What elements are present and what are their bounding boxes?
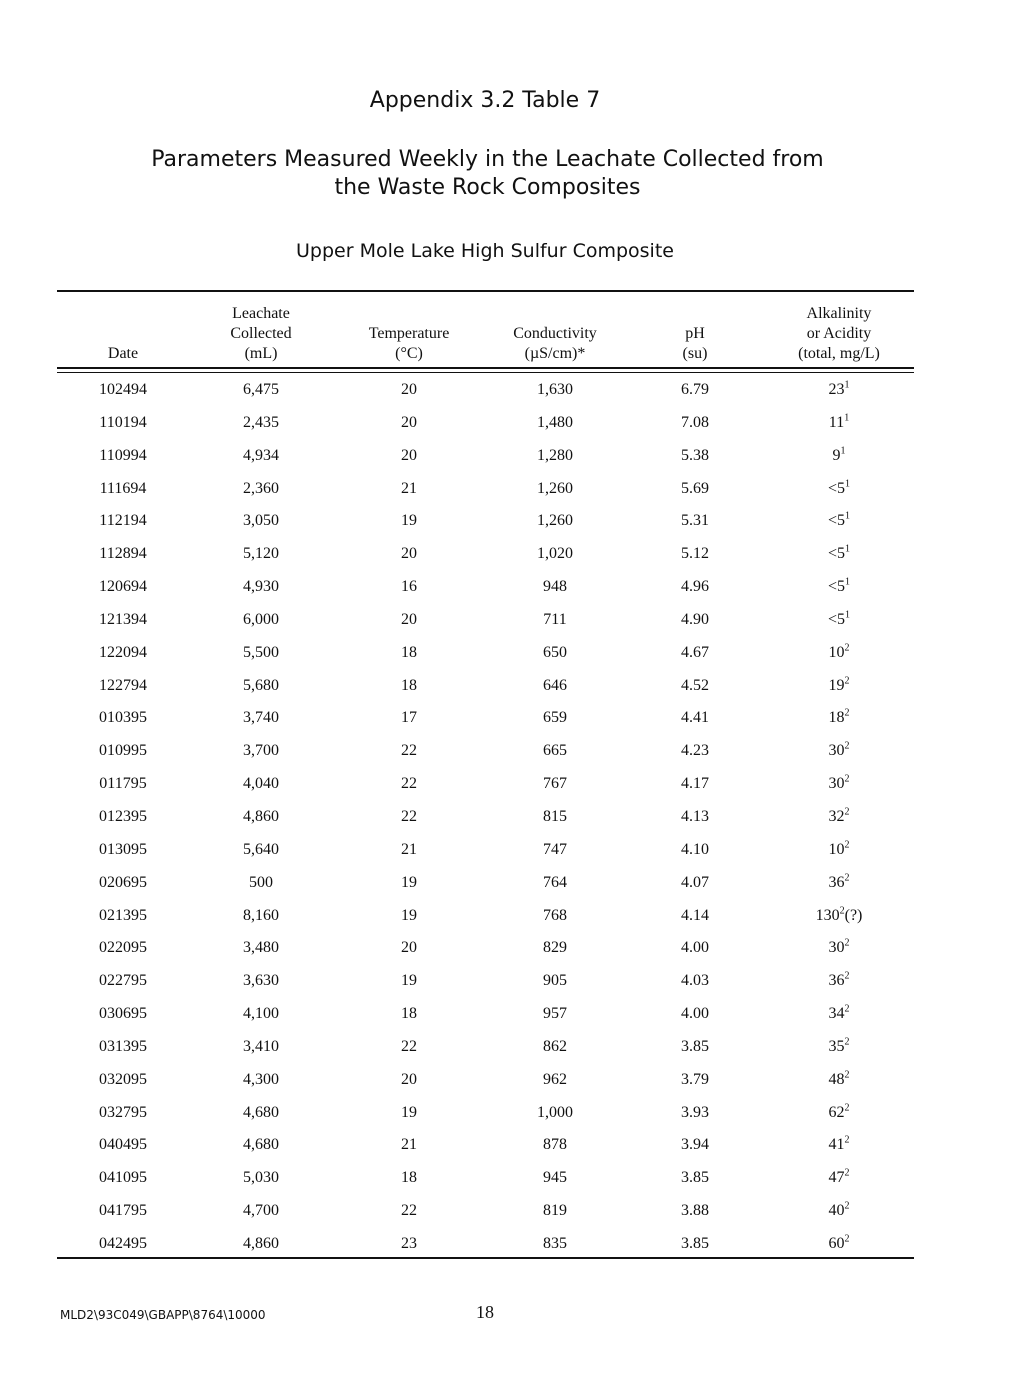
cell-conductivity: 878	[543, 1136, 567, 1154]
alkalinity-value: 30	[828, 939, 845, 957]
cell-conductivity: 665	[543, 742, 567, 760]
header-ph	[640, 324, 750, 364]
cell-alkalinity	[764, 1038, 914, 1056]
cell-leachate: 5,500	[243, 643, 279, 661]
header-alkalinity	[764, 304, 914, 364]
cell-date: 122094	[99, 643, 147, 661]
cell-alkalinity	[764, 677, 914, 695]
cell-date: 041095	[99, 1169, 147, 1187]
cell-date: 102494	[99, 381, 147, 398]
cell-ph: 4.03	[681, 972, 709, 990]
table-row	[0, 538, 1027, 571]
cell-ph: 3.93	[681, 1103, 709, 1121]
alkalinity-value: <5	[827, 479, 846, 497]
cell-leachate: 6,475	[243, 381, 279, 398]
cell-conductivity: 768	[543, 906, 567, 924]
cell-date: 030695	[99, 1005, 147, 1023]
cell-alkalinity	[764, 939, 914, 957]
cell-date: 110194	[99, 413, 147, 431]
cell-conductivity: 1,020	[537, 545, 573, 563]
footnote-marker: 2	[844, 1036, 850, 1048]
cell-temperature: 19	[401, 512, 417, 530]
cell-alkalinity	[764, 512, 914, 530]
cell-temperature: 20	[401, 446, 417, 464]
footnote-marker: 1	[845, 576, 851, 588]
header-ph-line: pH	[685, 325, 705, 342]
table-top-rule	[57, 290, 914, 292]
cell-ph: 3.85	[681, 1169, 709, 1187]
header-date	[60, 344, 186, 364]
table-row	[0, 571, 1027, 604]
cell-leachate: 4,934	[243, 446, 279, 464]
cell-conductivity: 957	[543, 1005, 567, 1023]
cell-conductivity: 1,260	[537, 512, 573, 530]
cell-ph: 5.12	[681, 545, 709, 563]
cell-conductivity: 1,630	[537, 381, 573, 398]
cell-date: 031395	[99, 1037, 147, 1055]
cell-ph: 4.00	[681, 1005, 709, 1023]
cell-date: 122794	[99, 676, 147, 694]
cell-ph: 4.67	[681, 643, 709, 661]
cell-alkalinity	[764, 709, 914, 727]
cell-conductivity: 1,260	[537, 479, 573, 497]
footnote-marker: 2	[844, 740, 850, 752]
cell-conductivity: 905	[543, 972, 567, 990]
footnote-marker: 2	[844, 970, 850, 982]
footnote-marker: 2	[844, 642, 850, 654]
cell-conductivity: 819	[543, 1202, 567, 1220]
alkalinity-value: 41	[828, 1136, 845, 1154]
footnote-marker: 1	[845, 609, 851, 621]
cell-alkalinity	[764, 480, 914, 498]
cell-date: 032795	[99, 1103, 147, 1121]
alkalinity-value: 34	[828, 1005, 845, 1023]
cell-date: 120694	[99, 578, 147, 596]
cell-alkalinity	[764, 1202, 914, 1220]
cell-temperature: 18	[401, 1169, 417, 1187]
cell-temperature: 18	[401, 1005, 417, 1023]
table-row	[0, 407, 1027, 440]
header-alkalinity-line: or Acidity	[806, 325, 872, 342]
cell-temperature: 19	[401, 972, 417, 990]
table-row	[0, 702, 1027, 735]
cell-date: 022795	[99, 972, 147, 990]
table-title-line-2: the Waste Rock Composites	[334, 175, 641, 200]
alkalinity-value: 23	[828, 381, 845, 398]
cell-leachate: 4,680	[243, 1136, 279, 1154]
cell-alkalinity	[764, 381, 914, 399]
table-row	[0, 900, 1027, 933]
alkalinity-value: 35	[828, 1037, 845, 1055]
cell-leachate: 4,700	[243, 1202, 279, 1220]
cell-temperature: 19	[401, 906, 417, 924]
cell-leachate: 4,860	[243, 807, 279, 825]
cell-leachate: 6,000	[243, 610, 279, 628]
alkalinity-value: 32	[828, 807, 845, 825]
table-row	[0, 735, 1027, 768]
cell-conductivity: 945	[543, 1169, 567, 1187]
cell-ph: 4.10	[681, 840, 709, 858]
table-row	[0, 670, 1027, 703]
cell-leachate: 4,100	[243, 1005, 279, 1023]
cell-date: 020695	[99, 873, 147, 891]
header-double-rule-upper	[57, 367, 914, 369]
cell-temperature: 20	[401, 1070, 417, 1088]
cell-temperature: 20	[401, 545, 417, 563]
cell-leachate: 4,300	[243, 1070, 279, 1088]
header-alkalinity-line: (total, mg/L)	[798, 345, 880, 362]
cell-temperature: 18	[401, 643, 417, 661]
cell-conductivity: 650	[543, 643, 567, 661]
alkalinity-value: <5	[827, 512, 846, 530]
cell-ph: 3.79	[681, 1070, 709, 1088]
footnote-marker: 1	[844, 379, 850, 391]
cell-temperature: 21	[401, 1136, 417, 1154]
cell-ph: 4.96	[681, 578, 709, 596]
cell-ph: 3.85	[681, 1037, 709, 1055]
cell-leachate: 2,435	[243, 413, 279, 431]
cell-date: 012395	[99, 807, 147, 825]
cell-temperature: 22	[401, 775, 417, 793]
footnote-marker: 2	[844, 1003, 850, 1015]
cell-leachate: 3,410	[243, 1037, 279, 1055]
table-row	[0, 604, 1027, 637]
header-double-rule-lower	[57, 372, 914, 373]
cell-leachate: 5,120	[243, 545, 279, 563]
table-row	[0, 1097, 1027, 1130]
table-row	[0, 473, 1027, 506]
cell-alkalinity	[764, 1071, 914, 1089]
header-leachate	[196, 304, 326, 364]
alkalinity-value: 10	[828, 840, 845, 858]
table-row	[0, 932, 1027, 965]
table-bottom-rule	[57, 1257, 914, 1259]
table-row	[0, 1228, 1027, 1261]
alkalinity-value: 30	[828, 742, 845, 760]
footnote-marker: 2	[844, 938, 850, 950]
table-row	[0, 1162, 1027, 1195]
cell-date: 022095	[99, 939, 147, 957]
alkalinity-value: 40	[828, 1202, 845, 1220]
cell-leachate: 3,740	[243, 709, 279, 727]
alkalinity-value: 11	[828, 413, 845, 431]
table-title	[0, 146, 975, 202]
cell-leachate: 4,040	[243, 775, 279, 793]
appendix-title: Appendix 3.2 Table 7	[369, 88, 601, 113]
cell-temperature: 19	[401, 873, 417, 891]
cell-conductivity: 1,000	[537, 1103, 573, 1121]
cell-leachate: 3,050	[243, 512, 279, 530]
cell-temperature: 21	[401, 840, 417, 858]
cell-leachate: 5,030	[243, 1169, 279, 1187]
cell-conductivity: 815	[543, 807, 567, 825]
cell-conductivity: 1,280	[537, 446, 573, 464]
table-row	[0, 1129, 1027, 1162]
cell-ph: 4.17	[681, 775, 709, 793]
alkalinity-value: 48	[828, 1070, 845, 1088]
table-row	[0, 965, 1027, 998]
table-body	[0, 374, 1027, 1261]
cell-leachate: 5,680	[243, 676, 279, 694]
cell-leachate: 4,680	[243, 1103, 279, 1121]
cell-temperature: 20	[401, 610, 417, 628]
composite-subtitle: Upper Mole Lake High Sulfur Composite	[296, 240, 674, 262]
alkalinity-value: 36	[828, 873, 845, 891]
cell-conductivity: 829	[543, 939, 567, 957]
cell-conductivity: 646	[543, 676, 567, 694]
header-conductivity-line: (µS/cm)*	[524, 345, 586, 362]
cell-ph: 4.14	[681, 906, 709, 924]
cell-temperature: 22	[401, 1202, 417, 1220]
table-row	[0, 801, 1027, 834]
cell-alkalinity	[764, 1136, 914, 1154]
cell-ph: 4.90	[681, 610, 709, 628]
cell-alkalinity	[764, 1104, 914, 1122]
header-temperature-line: Temperature	[368, 325, 450, 342]
cell-conductivity: 711	[543, 610, 567, 628]
cell-alkalinity	[764, 808, 914, 826]
cell-conductivity: 835	[543, 1234, 567, 1252]
cell-leachate: 3,630	[243, 972, 279, 990]
cell-temperature: 20	[401, 381, 417, 398]
cell-alkalinity	[764, 611, 914, 629]
cell-temperature: 22	[401, 1037, 417, 1055]
cell-temperature: 18	[401, 676, 417, 694]
header-date-line: Date	[107, 345, 139, 362]
cell-alkalinity	[764, 1235, 914, 1253]
cell-ph: 5.38	[681, 446, 709, 464]
cell-date: 041795	[99, 1202, 147, 1220]
header-temperature-line: (°C)	[395, 345, 423, 362]
cell-temperature: 22	[401, 807, 417, 825]
footnote-marker: 1	[845, 478, 851, 490]
table-row	[0, 834, 1027, 867]
alkalinity-value: 47	[828, 1169, 845, 1187]
cell-conductivity: 747	[543, 840, 567, 858]
cell-temperature: 22	[401, 742, 417, 760]
cell-conductivity: 764	[543, 873, 567, 891]
cell-temperature: 20	[401, 413, 417, 431]
page-number: 18	[476, 1302, 494, 1322]
alkalinity-value: 130	[815, 906, 840, 924]
footnote-marker: 2	[844, 839, 850, 851]
footnote-marker: 1	[840, 445, 846, 457]
header-ph-line: (su)	[682, 345, 708, 362]
cell-ph: 4.41	[681, 709, 709, 727]
cell-leachate: 2,360	[243, 479, 279, 497]
table-row	[0, 768, 1027, 801]
cell-date: 040495	[99, 1136, 147, 1154]
cell-leachate: 8,160	[243, 906, 279, 924]
cell-date: 112194	[99, 512, 147, 530]
table-row	[0, 637, 1027, 670]
document-code: MLD2\93C049\GBAPP\8764\10000	[60, 1308, 266, 1322]
cell-ph: 4.23	[681, 742, 709, 760]
cell-leachate: 4,860	[243, 1234, 279, 1252]
cell-leachate: 5,640	[243, 840, 279, 858]
cell-temperature: 19	[401, 1103, 417, 1121]
cell-date: 010995	[99, 742, 147, 760]
cell-conductivity: 1,480	[537, 413, 573, 431]
cell-temperature: 23	[401, 1234, 417, 1252]
cell-ph: 4.13	[681, 807, 709, 825]
footnote-marker: 2	[844, 773, 850, 785]
alkalinity-value: 18	[828, 709, 845, 727]
header-conductivity-line: Conductivity	[513, 325, 597, 342]
footnote-marker: 2	[844, 1200, 850, 1212]
table-row	[0, 1195, 1027, 1228]
alkalinity-value: 62	[828, 1103, 845, 1121]
cell-alkalinity	[764, 447, 914, 465]
cell-date: 021395	[99, 906, 147, 924]
cell-ph: 3.85	[681, 1234, 709, 1252]
cell-temperature: 16	[401, 578, 417, 596]
cell-conductivity: 962	[543, 1070, 567, 1088]
cell-ph: 6.79	[681, 381, 709, 398]
cell-ph: 5.69	[681, 479, 709, 497]
alkalinity-value: 19	[828, 676, 845, 694]
cell-conductivity: 767	[543, 775, 567, 793]
header-alkalinity-line: Alkalinity	[806, 305, 872, 322]
table-row	[0, 998, 1027, 1031]
footnote-marker: 2	[844, 708, 850, 720]
cell-date: 032095	[99, 1070, 147, 1088]
cell-temperature: 17	[401, 709, 417, 727]
cell-alkalinity	[764, 874, 914, 892]
table-row	[0, 505, 1027, 538]
cell-conductivity: 659	[543, 709, 567, 727]
cell-conductivity: 948	[543, 578, 567, 596]
alkalinity-value: 10	[828, 643, 845, 661]
footnote-marker: 2	[844, 1135, 850, 1147]
table-row	[0, 374, 1027, 407]
cell-alkalinity	[764, 841, 914, 859]
footnote-marker: 2	[844, 1167, 850, 1179]
footnote-marker: 2	[844, 806, 850, 818]
table-title-line-1: Parameters Measured Weekly in the Leachate Collected from	[151, 147, 824, 172]
alkalinity-value: <5	[827, 610, 846, 628]
cell-ph: 4.52	[681, 676, 709, 694]
cell-alkalinity	[764, 578, 914, 596]
footnote-marker: 1	[845, 543, 851, 555]
footnote-marker: 2	[844, 675, 850, 687]
cell-conductivity: 862	[543, 1037, 567, 1055]
cell-ph: 4.07	[681, 873, 709, 891]
cell-leachate: 500	[249, 873, 273, 891]
header-temperature	[340, 324, 478, 364]
footnote-marker: 2	[844, 1233, 850, 1245]
cell-date: 121394	[99, 610, 147, 628]
alkalinity-value: 60	[828, 1234, 845, 1252]
cell-temperature: 21	[401, 479, 417, 497]
table-row	[0, 440, 1027, 473]
cell-ph: 7.08	[681, 413, 709, 431]
cell-alkalinity	[764, 972, 914, 990]
header-conductivity	[490, 324, 620, 364]
header-leachate-line: Leachate	[232, 305, 290, 322]
table-row	[0, 1031, 1027, 1064]
alkalinity-qualifier: (?)	[844, 906, 863, 924]
header-leachate-line: Collected	[230, 325, 292, 342]
cell-alkalinity	[764, 907, 914, 925]
footnote-marker: 1	[845, 511, 851, 523]
cell-ph: 5.31	[681, 512, 709, 530]
cell-alkalinity	[764, 775, 914, 793]
cell-leachate: 3,700	[243, 742, 279, 760]
cell-alkalinity	[764, 414, 914, 432]
cell-alkalinity	[764, 1169, 914, 1187]
footnote-marker: 2	[844, 1102, 850, 1114]
cell-leachate: 3,480	[243, 939, 279, 957]
cell-date: 010395	[99, 709, 147, 727]
table-header	[0, 304, 1027, 364]
table-row	[0, 867, 1027, 900]
cell-date: 042495	[99, 1234, 147, 1252]
alkalinity-value: <5	[827, 578, 846, 596]
header-leachate-line: (mL)	[244, 345, 278, 362]
footnote-marker: 2	[844, 1069, 850, 1081]
cell-date: 112894	[99, 545, 147, 563]
alkalinity-value: 36	[828, 972, 845, 990]
cell-temperature: 20	[401, 939, 417, 957]
cell-alkalinity	[764, 644, 914, 662]
cell-ph: 4.00	[681, 939, 709, 957]
footnote-marker: 2	[839, 905, 845, 917]
alkalinity-value: 9	[832, 446, 841, 464]
cell-date: 110994	[99, 446, 147, 464]
table-row	[0, 1064, 1027, 1097]
cell-date: 011795	[99, 775, 147, 793]
alkalinity-value: <5	[827, 545, 846, 563]
footnote-marker: 2	[844, 872, 850, 884]
footnote-marker: 1	[844, 412, 850, 424]
cell-ph: 3.94	[681, 1136, 709, 1154]
cell-date: 111694	[99, 479, 147, 497]
cell-leachate: 4,930	[243, 578, 279, 596]
cell-alkalinity	[764, 545, 914, 563]
cell-alkalinity	[764, 1005, 914, 1023]
cell-date: 013095	[99, 840, 147, 858]
cell-ph: 3.88	[681, 1202, 709, 1220]
alkalinity-value: 30	[828, 775, 845, 793]
cell-alkalinity	[764, 742, 914, 760]
